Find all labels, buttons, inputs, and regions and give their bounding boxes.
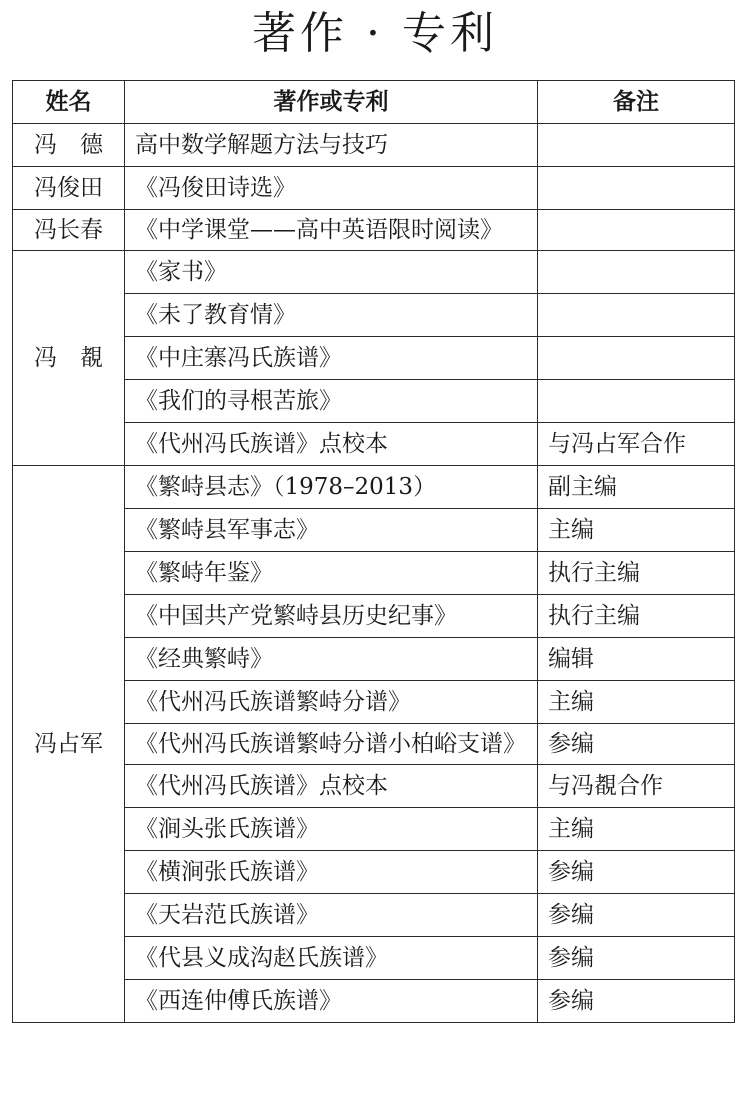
- page-title: 著作 · 专利: [252, 8, 498, 59]
- author-name: 冯长春: [13, 210, 125, 251]
- work-note: 参编: [538, 937, 735, 980]
- work-title: 《我们的寻根苦旅》: [125, 380, 538, 423]
- work-title: 《天岩范氏族谱》: [125, 894, 538, 937]
- work-title: 高中数学解题方法与技巧: [125, 124, 538, 167]
- work-note: 与冯覩合作: [538, 765, 735, 808]
- work-note: [538, 294, 735, 337]
- work-note: 参编: [538, 724, 735, 765]
- author-name: 冯占军: [13, 466, 125, 1023]
- header-note: 备注: [538, 81, 735, 124]
- work-title: 《代州冯氏族谱繁峙分谱》: [125, 681, 538, 724]
- work-note: 参编: [538, 980, 735, 1023]
- table-row: [13, 124, 735, 167]
- works-table: [12, 80, 735, 1023]
- work-note: 副主编: [538, 466, 735, 509]
- table-row: [13, 251, 735, 294]
- work-title: 《代州冯氏族谱》点校本: [125, 765, 538, 808]
- work-note: 参编: [538, 851, 735, 894]
- table-row: [13, 466, 735, 509]
- work-note: 与冯占军合作: [538, 423, 735, 466]
- work-title: 《涧头张氏族谱》: [125, 808, 538, 851]
- work-title: 《经典繁峙》: [125, 638, 538, 681]
- work-title: 《代州冯氏族谱》点校本: [125, 423, 538, 466]
- work-note: 主编: [538, 681, 735, 724]
- work-title: 《家书》: [125, 251, 538, 294]
- author-name: 冯 覩: [13, 251, 125, 466]
- table-header-row: [13, 81, 735, 124]
- header-work: 著作或专利: [125, 81, 538, 124]
- work-title: 《繁峙县志》（1978–2013）: [125, 466, 538, 509]
- work-title: 《西连仲傅氏族谱》: [125, 980, 538, 1023]
- author-name: 冯 德: [13, 124, 125, 167]
- work-note: [538, 210, 735, 251]
- header-name: 姓名: [13, 81, 125, 124]
- work-title: 《横涧张氏族谱》: [125, 851, 538, 894]
- work-note: [538, 251, 735, 294]
- work-note: [538, 124, 735, 167]
- work-title: 《代州冯氏族谱繁峙分谱小柏峪支谱》: [125, 724, 538, 765]
- work-title: 《代县义成沟赵氏族谱》: [125, 937, 538, 980]
- work-title: 《中学课堂——高中英语限时阅读》: [125, 210, 538, 251]
- work-note: 编辑: [538, 638, 735, 681]
- work-note: 主编: [538, 808, 735, 851]
- work-note: [538, 337, 735, 380]
- work-note: 主编: [538, 509, 735, 552]
- table-row: [13, 167, 735, 210]
- work-note: 执行主编: [538, 552, 735, 595]
- work-title: 《繁峙年鉴》: [125, 552, 538, 595]
- work-title: 《繁峙县军事志》: [125, 509, 538, 552]
- work-note: [538, 380, 735, 423]
- work-title: 《中庄寨冯氏族谱》: [125, 337, 538, 380]
- work-title: 《中国共产党繁峙县历史纪事》: [125, 595, 538, 638]
- work-note: [538, 167, 735, 210]
- work-note: 参编: [538, 894, 735, 937]
- author-name: 冯俊田: [13, 167, 125, 210]
- work-title: 《未了教育情》: [125, 294, 538, 337]
- work-note: 执行主编: [538, 595, 735, 638]
- table-row: [13, 210, 735, 251]
- work-title: 《冯俊田诗选》: [125, 167, 538, 210]
